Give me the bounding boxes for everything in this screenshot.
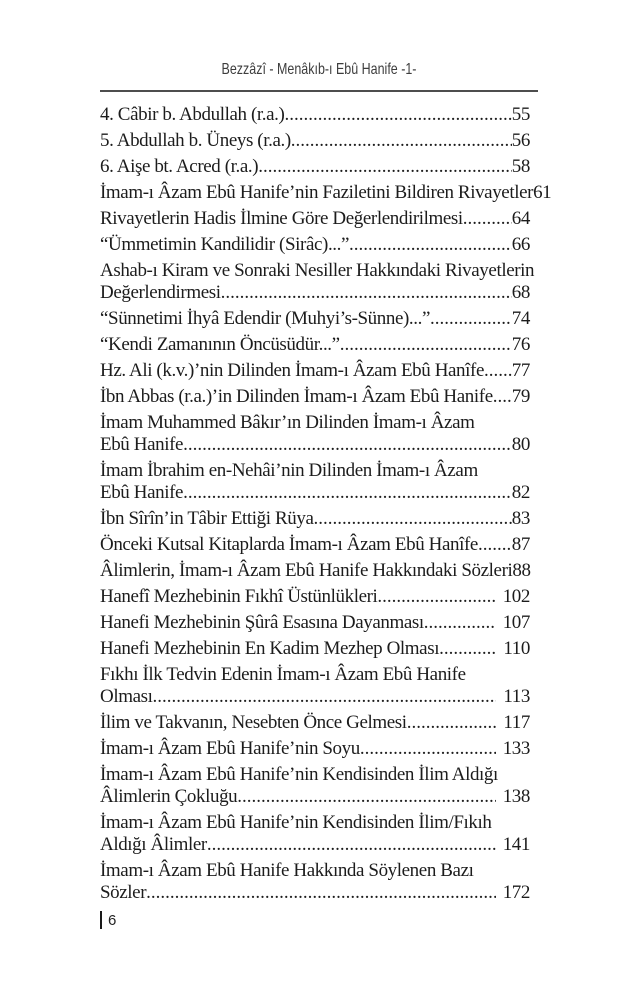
dot-leader (377, 586, 495, 608)
toc-entry-last-line (100, 882, 530, 904)
dot-leader (493, 386, 512, 408)
dot-leader (349, 234, 512, 256)
toc-entry-last-line (100, 182, 552, 204)
toc-entry-title: Değerlendirmesi (100, 282, 221, 303)
toc-page-number: 66 (511, 234, 530, 255)
dot-leader (284, 104, 511, 126)
page-number: 6 (108, 911, 117, 929)
toc-entry (100, 812, 530, 856)
toc-entry-line: İmam Muhammed Bâkır’ın Dilinden İmam-ı Âzam (100, 412, 475, 433)
dot-leader (183, 482, 512, 504)
toc-entry-line: İmam İbrahim en-Nehâi’nin Dilinden İmam-ı Âzam (100, 460, 478, 481)
toc-entry-title: 4. Câbir b. Abdullah (r.a.) (100, 104, 285, 125)
toc-page-number: 80 (511, 434, 530, 455)
toc-entry-last-line (100, 638, 530, 660)
toc-page-number: 102 (502, 586, 530, 607)
dot-leader (258, 156, 512, 178)
toc-entry-last-line (100, 482, 530, 504)
toc-entry (100, 860, 530, 904)
footer-bar (100, 911, 102, 929)
toc-page-number: 141 (502, 834, 530, 855)
toc-entry (100, 182, 552, 204)
toc-page-number: 82 (511, 482, 530, 503)
toc-page-number: 110 (503, 638, 530, 659)
toc-entry-last-line (100, 130, 530, 152)
toc-entry (100, 386, 530, 408)
dot-leader (153, 686, 497, 708)
dot-leader (484, 360, 512, 382)
toc-entry (100, 412, 530, 456)
toc-entry-last-line (100, 834, 530, 856)
toc-entry-line: İmam-ı Âzam Ebû Hanife’nin Kendisinden İlim Aldığı (100, 764, 498, 785)
toc-entry (100, 208, 530, 230)
running-header (0, 61, 638, 79)
toc-entry-last-line (100, 308, 530, 330)
toc-entry-last-line (100, 508, 530, 530)
toc-entry-last-line (100, 612, 530, 634)
toc-entry (100, 460, 530, 504)
toc-entry-title: Hz. Ali (k.v.)’nin Dilinden İmam-ı Âzam Ebû Hanîfe (100, 360, 484, 381)
toc-entry-last-line (100, 712, 530, 734)
toc-page-number: 88 (512, 560, 531, 581)
dot-leader (407, 712, 497, 734)
toc-entry (100, 712, 530, 734)
toc-entry (100, 104, 530, 126)
toc-entry-title: İmam-ı Âzam Ebû Hanife’nin Faziletini Bildiren Rivayetler (100, 182, 534, 203)
toc-entry-last-line (100, 156, 530, 178)
toc-entry-title: Ebû Hanife (100, 434, 184, 455)
toc-entry-title: Rivayetlerin Hadis İlmine Göre Değerlendirilmesi (100, 208, 463, 229)
toc-entry-last-line (100, 686, 530, 708)
toc-entry-last-line (100, 104, 530, 126)
dot-leader (463, 208, 512, 230)
toc-entry-last-line (100, 434, 530, 456)
toc-entry-last-line (100, 560, 530, 582)
toc-entry-title: Önceki Kutsal Kitaplarda İmam-ı Âzam Ebû Hanîfe (100, 534, 478, 555)
toc-entry-title: Hanefî Mezhebinin Fıkhî Üstünlükleri (100, 586, 378, 607)
toc-entry-last-line (100, 738, 530, 760)
toc-page-number: 117 (503, 712, 530, 733)
toc-page-number: 76 (511, 334, 530, 355)
toc-entry (100, 156, 530, 178)
dot-leader (207, 834, 496, 856)
toc-entry-last-line (100, 334, 530, 356)
toc-entry-title: İbn Sîrîn’in Tâbir Ettiği Rüya (100, 508, 314, 529)
toc-entry-last-line (100, 282, 530, 304)
dot-leader (340, 334, 512, 356)
toc-entry-title: 6. Aişe bt. Acred (r.a.) (100, 156, 259, 177)
toc-entry (100, 260, 535, 304)
toc-page-number: 61 (533, 182, 552, 203)
toc-entry-title: “Ümmetimin Kandilidir (Sirâc)...” (100, 234, 350, 255)
dot-leader (221, 282, 512, 304)
toc-page-number: 55 (511, 104, 530, 125)
toc-entry-title: 5. Abdullah b. Üneys (r.a.) (100, 130, 291, 151)
dot-leader (430, 308, 512, 330)
dot-leader (360, 738, 496, 760)
toc-entry (100, 738, 530, 760)
dot-leader (439, 638, 496, 660)
toc-entry-title: İbn Abbas (r.a.)’in Dilinden İmam-ı Âzam Ebû Hanife (100, 386, 493, 407)
toc-entry (100, 764, 530, 808)
toc-page-number: 64 (511, 208, 530, 229)
toc-entry (100, 534, 530, 556)
toc-entry (100, 334, 530, 356)
toc-entry-title: Aldığı Âlimler (100, 834, 207, 855)
toc-entry (100, 308, 530, 330)
toc-entry-line: İmam-ı Âzam Ebû Hanife’nin Kendisinden İlim/Fıkıh (100, 812, 492, 833)
header-rule (100, 90, 538, 92)
toc-page-number: 87 (511, 534, 530, 555)
running-header-title: Bezzâzî - Menâkıb-ı Ebû Hanife -1- (221, 61, 417, 78)
toc-page-number: 56 (511, 130, 530, 151)
toc-page-number: 77 (511, 360, 530, 381)
toc-entry-title: “Kendi Zamanının Öncüsüdür...” (100, 334, 340, 355)
toc-entry (100, 508, 530, 530)
toc-entry-title: Âlimlerin Çokluğu (100, 786, 238, 807)
toc-entry-title: “Sünnetimi İhyâ Edendir (Muhyi’s-Sünne)...” (100, 308, 431, 329)
dot-leader (424, 612, 496, 634)
toc-page-number: 68 (511, 282, 530, 303)
toc-entry-title: Hanefi Mezhebinin Şûrâ Esasına Dayanması (100, 612, 424, 633)
toc-page-number: 133 (502, 738, 530, 759)
toc-entry-title: Olması (100, 686, 153, 707)
toc-entry-title: Hanefi Mezhebinin En Kadim Mezhep Olması (100, 638, 440, 659)
toc-entry-line: Ashab-ı Kiram ve Sonraki Nesiller Hakkındaki Rivayetlerin (100, 260, 535, 281)
page-footer (100, 911, 116, 929)
toc-entry-line: Fıkhı İlk Tedvin Edenin İmam-ı Âzam Ebû Hanife (100, 664, 466, 685)
toc-entry-title: İlim ve Takvanın, Nesebten Önce Gelmesi (100, 712, 407, 733)
toc-entry (100, 560, 530, 582)
toc-entry (100, 638, 530, 660)
toc-entry (100, 586, 530, 608)
toc-entry-title: Sözler (100, 882, 147, 903)
toc-entry (100, 360, 530, 382)
toc-entry (100, 234, 530, 256)
toc-entry-title: İmam-ı Âzam Ebû Hanife’nin Soyu (100, 738, 360, 759)
toc-entry-title: Âlimlerin, İmam-ı Âzam Ebû Hanife Hakkındaki Sözleri (100, 560, 513, 581)
toc-entry-last-line (100, 386, 530, 408)
toc-page-number: 74 (511, 308, 530, 329)
dot-leader (237, 786, 495, 808)
dot-leader (291, 130, 512, 152)
toc-entry-title: Ebû Hanife (100, 482, 184, 503)
toc-entry-line: İmam-ı Âzam Ebû Hanife Hakkında Söylenen Bazı (100, 860, 474, 881)
toc-page-number: 58 (511, 156, 530, 177)
toc-entry-last-line (100, 534, 530, 556)
toc-entry (100, 130, 530, 152)
toc-page-number: 172 (502, 882, 530, 903)
toc-page-number: 113 (503, 686, 530, 707)
toc-page-number: 83 (511, 508, 530, 529)
dot-leader (146, 882, 496, 904)
toc-entry (100, 612, 530, 634)
toc-page-number: 79 (511, 386, 530, 407)
toc-page-number: 138 (502, 786, 530, 807)
toc-entry-last-line (100, 208, 530, 230)
toc-entry-last-line (100, 586, 530, 608)
dot-leader (314, 508, 512, 530)
toc-entry (100, 664, 530, 708)
table-of-contents (100, 104, 552, 908)
toc-entry-last-line (100, 234, 530, 256)
toc-page-number: 107 (502, 612, 530, 633)
toc-entry-last-line (100, 786, 530, 808)
dot-leader (183, 434, 512, 456)
dot-leader (478, 534, 512, 556)
toc-entry-last-line (100, 360, 530, 382)
